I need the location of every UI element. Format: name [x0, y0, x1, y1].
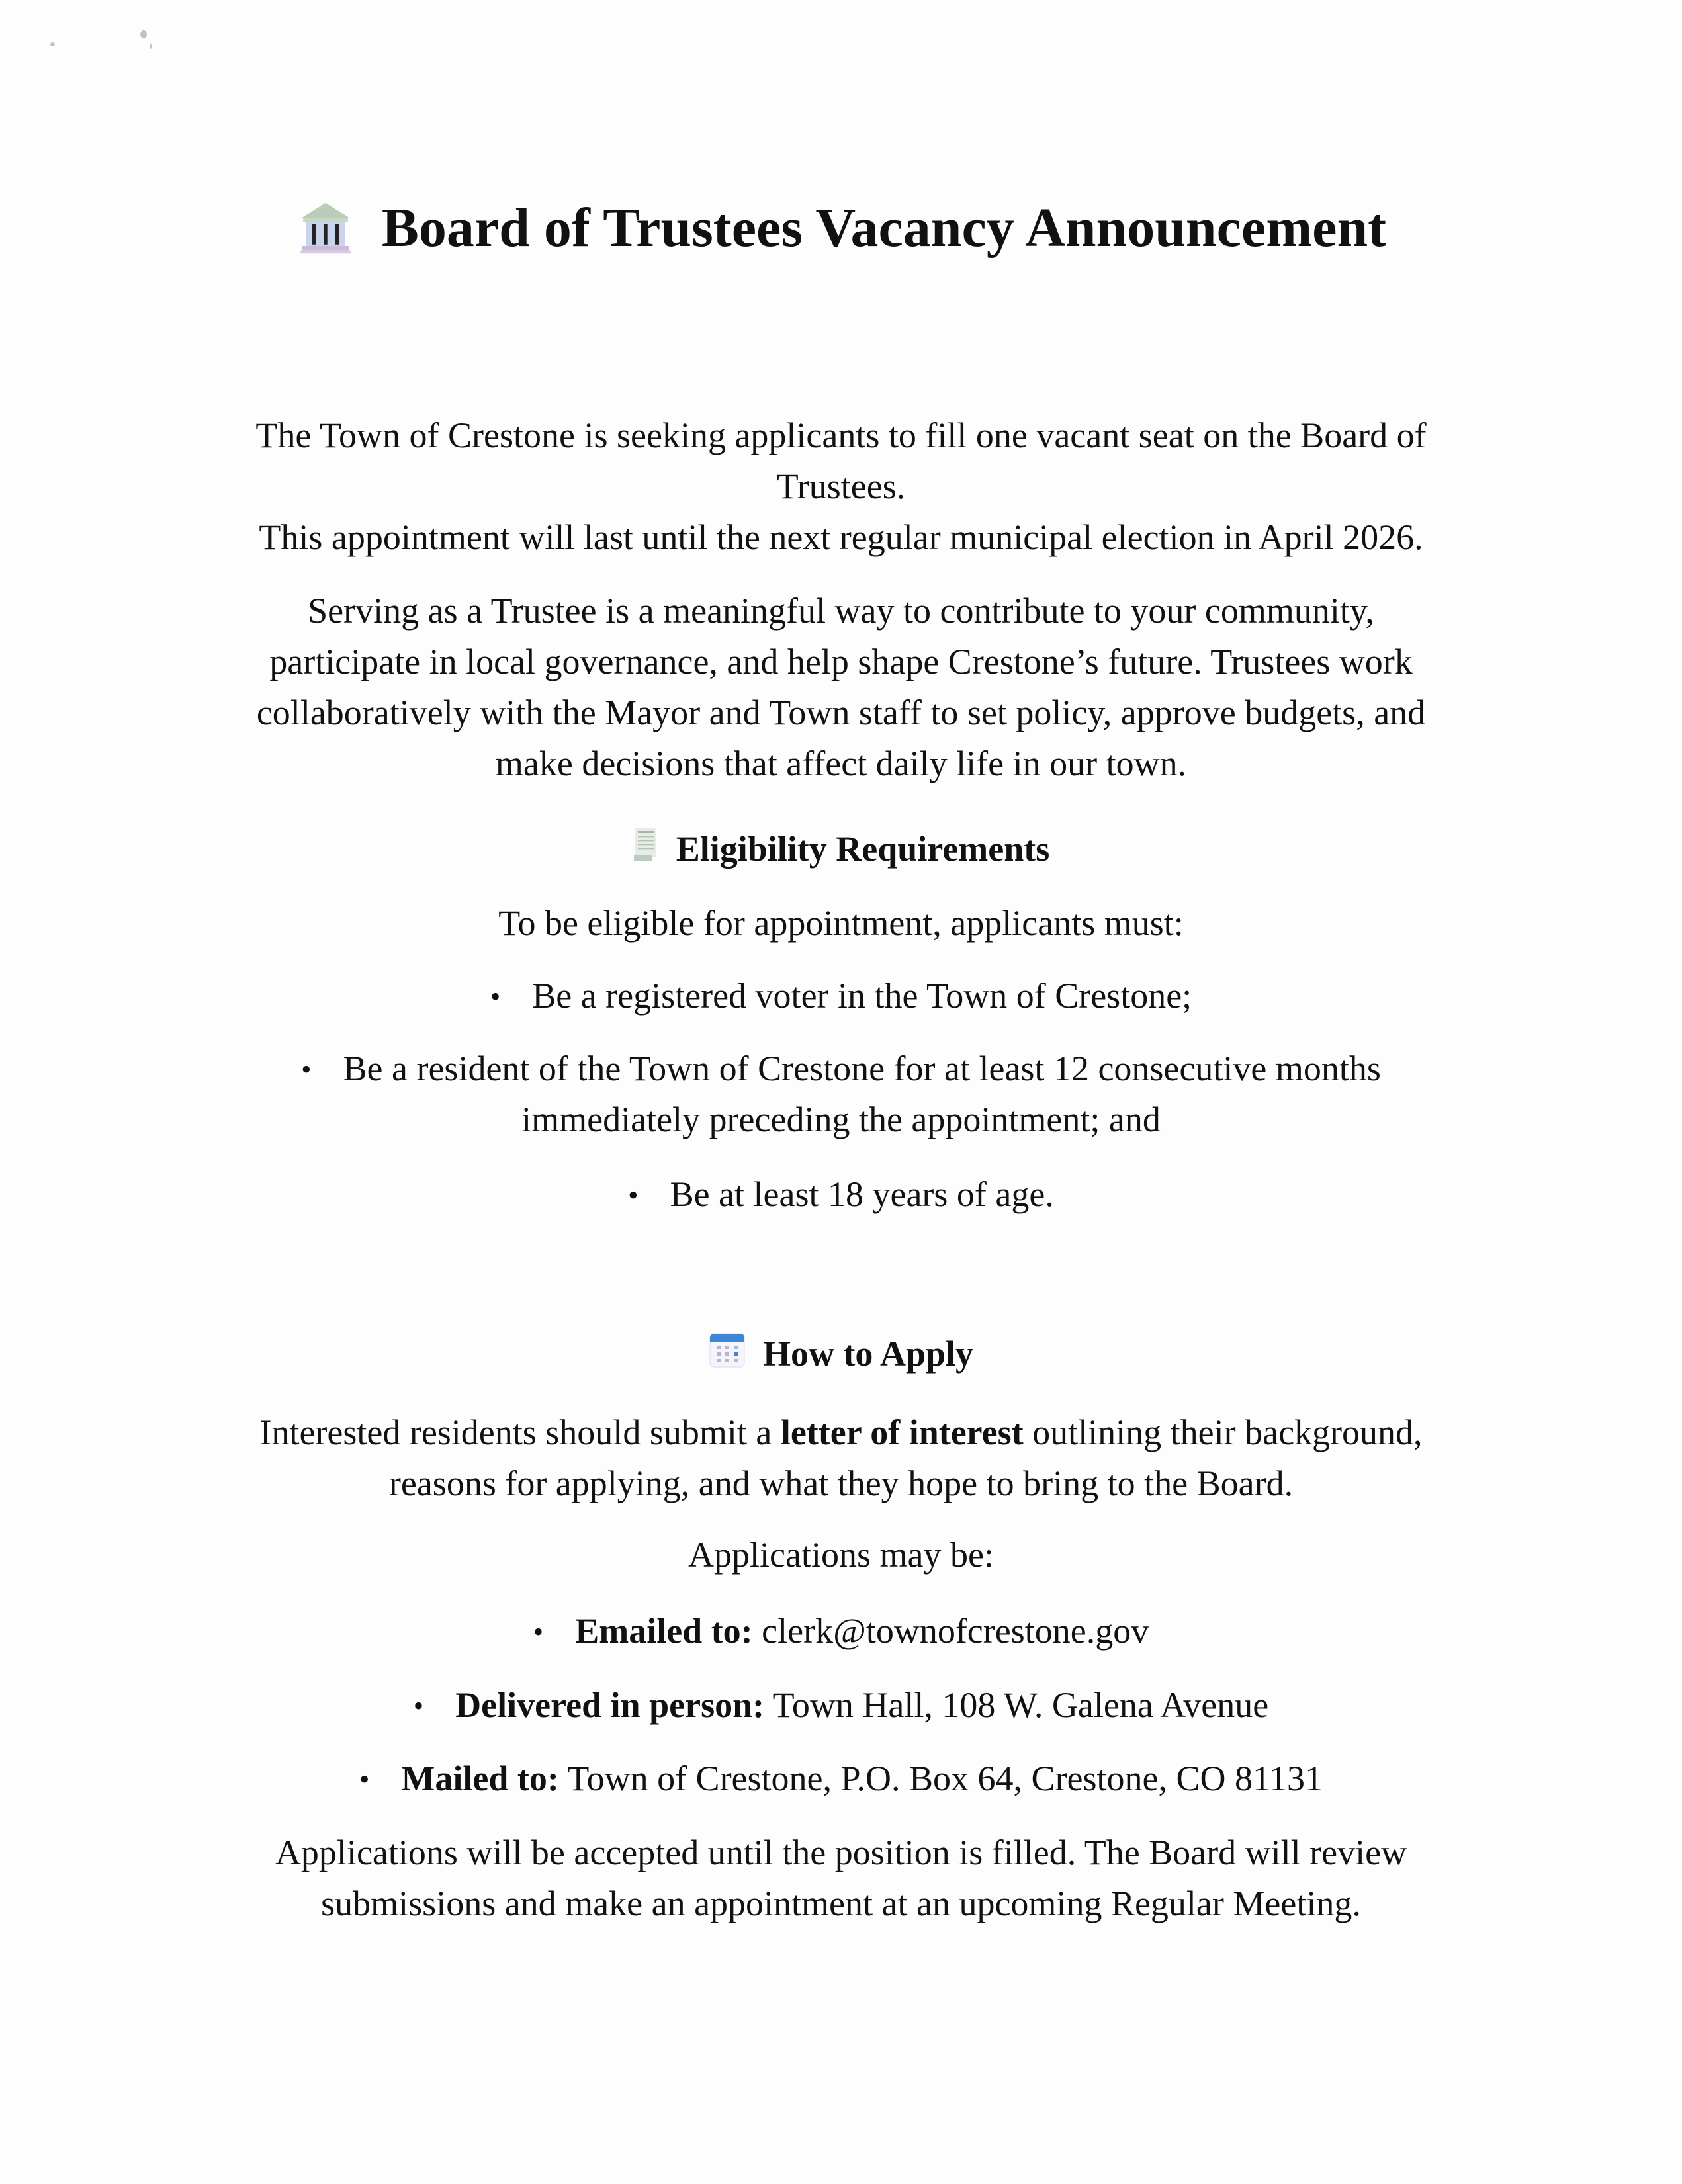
eligibility-heading-row: [0, 827, 1682, 870]
apply-intro-prefix: Interested residents should submit a: [259, 1413, 781, 1452]
application-method-mail: [199, 1753, 1483, 1808]
bullet-icon: •: [490, 981, 501, 1014]
bullet-icon: •: [359, 1763, 370, 1796]
document-list-icon: [633, 827, 659, 870]
methods-lead: [199, 1530, 1483, 1581]
description-paragraph: [199, 586, 1483, 789]
scan-artifact: [150, 44, 152, 49]
eligibility-heading: Eligibility Requirements: [676, 828, 1050, 869]
intro-line: Trustees.: [776, 466, 906, 506]
calendar-icon: [709, 1331, 746, 1376]
classical-building-icon: [296, 198, 355, 258]
letter-of-interest-emphasis: letter of interest: [780, 1413, 1024, 1452]
closing-line: submissions and make an appointment at an upcoming Regular Meeting.: [321, 1884, 1361, 1923]
method-value: Town Hall, 108 W. Galena Avenue: [764, 1685, 1269, 1725]
how-to-apply-heading-row: [0, 1331, 1682, 1376]
description-line: collaboratively with the Mayor and Town staff to set policy, approve budgets, and: [256, 693, 1426, 732]
apply-intro-line: reasons for applying, and what they hope to bring to the Board.: [388, 1463, 1294, 1503]
description-line: participate in local governance, and help shape Crestone’s future. Trustees work: [269, 642, 1413, 681]
eligibility-lead-text: To be eligible for appointment, applicants must:: [498, 903, 1184, 943]
intro-line: The Town of Crestone is seeking applicants to fill one vacant seat on the Board of: [255, 415, 1427, 455]
eligibility-item-text: Be a resident of the Town of Crestone for at least 12 consecutive months: [343, 1049, 1381, 1088]
closing-line: Applications will be accepted until the position is filled. The Board will review: [275, 1833, 1407, 1872]
eligibility-item-text: Be a registered voter in the Town of Crestone;: [532, 976, 1192, 1016]
methods-lead-text: Applications may be:: [688, 1535, 994, 1575]
apply-intro-line: [199, 1407, 1483, 1458]
intro-paragraph: [199, 410, 1483, 563]
apply-intro-suffix: outlining their background,: [1023, 1413, 1423, 1452]
title-row: [0, 198, 1682, 258]
intro-line: This appointment will last until the next regular municipal election in April 2026.: [259, 517, 1423, 557]
eligibility-item: [199, 971, 1483, 1025]
email-link[interactable]: clerk@townofcrestone.gov: [752, 1611, 1149, 1651]
page-title: Board of Trustees Vacancy Announcement: [381, 197, 1387, 259]
eligibility-item-text: immediately preceding the appointment; and: [521, 1100, 1161, 1139]
bullet-icon: •: [301, 1053, 312, 1086]
eligibility-item-text: Be at least 18 years of age.: [670, 1174, 1054, 1214]
apply-intro-paragraph: [199, 1407, 1483, 1509]
scan-artifact: [50, 42, 55, 46]
method-label: Delivered in person:: [455, 1685, 765, 1725]
method-label: Emailed to:: [575, 1611, 753, 1651]
eligibility-item: [199, 1043, 1483, 1098]
method-value: Town of Crestone, P.O. Box 64, Crestone, CO 81131: [558, 1759, 1323, 1798]
how-to-apply-heading: How to Apply: [762, 1333, 974, 1374]
closing-paragraph: [199, 1827, 1483, 1929]
method-label: Mailed to:: [401, 1759, 559, 1798]
eligibility-item: [199, 1169, 1483, 1223]
description-line: make decisions that affect daily life in our town.: [495, 744, 1187, 783]
application-method-in-person: [199, 1680, 1483, 1734]
description-line: Serving as a Trustee is a meaningful way to contribute to your community,: [308, 591, 1374, 631]
bullet-icon: •: [628, 1179, 639, 1212]
eligibility-lead: [199, 898, 1483, 949]
bullet-icon: •: [413, 1690, 424, 1723]
application-method-email: [199, 1606, 1483, 1660]
scan-artifact: [140, 30, 147, 38]
eligibility-item-continuation: [199, 1094, 1483, 1145]
bullet-icon: •: [533, 1616, 544, 1649]
